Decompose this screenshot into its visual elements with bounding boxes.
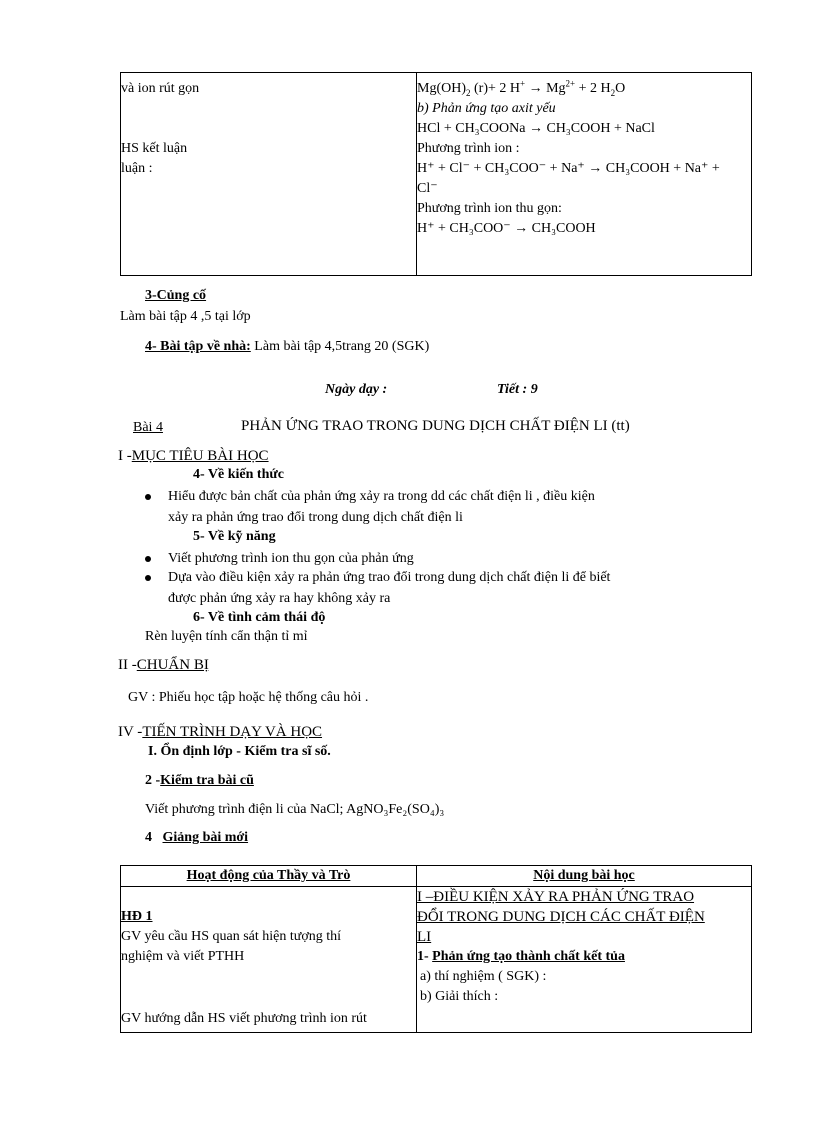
eq1-arrow: → [525,81,547,96]
kien-thuc-heading: 4- Về kiến thức [193,467,284,482]
muc-tieu-prefix: I - [118,448,132,464]
short-ion-label: Phương trình ion thu gọn: [417,201,562,216]
top-table [120,72,752,276]
kiem-tra-title: Kiểm tra bài cũ [160,773,254,788]
subsection-1-prefix: 1- [417,949,433,964]
tiet: Tiết : 9 [497,382,538,397]
top-table-left-cell [121,73,417,276]
left-line-4: HS kết luận [121,141,188,156]
eq1-sup2: 2+ [565,78,576,89]
header-content [417,866,752,887]
tien-trinh-heading [118,722,322,742]
eq1-part: Mg(OH) [417,81,466,96]
on-dinh: I. Ổn định lớp - Kiểm tra sĩ số. [148,744,331,759]
item-a: a) thí nghiệm ( SGK) : [420,969,547,984]
kiem-tra-text: Viết phương trình điện li của NaCl; AgNO₃Fe₂(SO₄)₃ [145,802,445,817]
subheading-weak-acid: b) Phản ứng tạo axit yếu [417,101,556,116]
eq1-sub2: 2 [610,87,616,98]
col-content: Nội dung bài học [533,868,635,883]
gv-line-1a: GV yêu cầu HS quan sát hiện tượng thí [121,929,342,944]
kiem-tra-line [145,771,254,791]
bullet-icon [145,575,151,581]
cung-co-title: 3-Củng cố [145,288,207,303]
left-line-3 [121,119,416,139]
left-line-5: luận : [121,161,153,176]
left-line-2 [121,99,416,119]
bullet-icon [145,556,151,562]
eq1-o: O [615,81,626,96]
short-ion-equation: H⁺ + CH₃COO⁻ → CH₃COOH [417,221,596,236]
activity-cell [121,887,417,1033]
lesson-label: Bài 4 [133,420,163,435]
bai-tap-title: 4- Bài tập về nhà: [145,339,251,354]
muc-tieu-title: MỤC TIÊU BÀI HỌC [131,448,269,464]
ky-nang-2b: được phản ứng xảy ra hay không xảy ra [168,591,391,606]
giang-prefix: 4 [145,830,163,845]
equation-hcl: HCl + CH₃COONa → CH₃COOH + NaCl [417,121,655,136]
ion-equation-cont: Cl⁻ [417,181,438,196]
bai-tap-line [145,337,429,357]
chuan-bi-title: CHUẨN BỊ [136,657,209,673]
content-cell [417,887,752,1033]
chuan-bi-heading [118,655,209,675]
chuan-bi-text: GV : Phiếu học tập hoặc hệ thống câu hỏi . [128,690,369,705]
bullet-icon [145,494,151,500]
bai-tap-text: Làm bài tập 4,5trang 20 (SGK) [250,339,430,354]
giang-title: Giảng bài mới [162,830,249,845]
tien-trinh-title: TIẾN TRÌNH DẠY VÀ HỌC [142,724,323,740]
ky-nang-heading: 5- Về kỹ năng [193,529,276,544]
cung-co-text: Làm bài tập 4 ,5 tại lớp [120,309,251,324]
col-activity: Hoạt động của Thầy và Trò [186,868,351,883]
hd1-label: HĐ 1 [121,909,153,924]
ion-equation: H⁺ + Cl⁻ + CH₃COO⁻ + Na⁺ → CH₃COOH + Na⁺ + [417,161,720,176]
left-line-1: và ion rút gọn [121,81,200,96]
subsection-1-title: Phản ứng tạo thành chất kết tủa [432,949,625,964]
section-title-a: I –ĐIỀU KIỆN XẢY RA PHẢN ỨNG TRAO [417,889,695,905]
lesson-table [120,865,752,1033]
subsection-1 [417,947,751,967]
header-activity [121,866,417,887]
top-table-right-cell [417,73,752,276]
kien-thuc-1a: Hiểu được bản chất của phản ứng xảy ra trong dd các chất điện li , điều kiện [168,489,595,504]
eq1-sub: 2 [466,87,471,98]
ngay-day: Ngày dạy : [325,382,388,397]
eq1-mg: Mg [546,81,566,96]
chuan-bi-prefix: II - [118,657,137,673]
eq1-mid: (r)+ 2 H [470,81,520,96]
thai-do-heading: 6- Về tình cảm thái độ [193,610,326,625]
muc-tieu-heading [118,446,269,466]
eq1-end: + 2 H [575,81,611,96]
tien-trinh-prefix: IV - [118,724,143,740]
item-b: b) Giải thích : [420,989,499,1004]
ion-equation-label: Phương trình ion : [417,141,520,156]
giang-line [145,828,248,848]
gv-line-1b: nghiệm và viết PTHH [121,949,245,964]
equation-mgoh2 [417,79,751,99]
section-title-c: LI [417,929,432,945]
kien-thuc-1b: xảy ra phản ứng trao đổi trong dung dịch chất điện li [168,510,463,525]
gv-line-2: GV hướng dẫn HS viết phương trình ion rút [121,1011,367,1026]
kiem-tra-prefix: 2 - [145,773,161,788]
thai-do-1: Rèn luyện tính cẩn thận tỉ mỉ [145,629,308,644]
lesson-title: PHẢN ỨNG TRAO TRONG DUNG DỊCH CHẤT ĐIỆN LI (tt) [241,418,630,434]
ky-nang-1: Viết phương trình ion thu gọn của phản ứng [168,551,414,566]
section-title-b: ĐỔI TRONG DUNG DỊCH CÁC CHẤT ĐIỆN [417,909,705,925]
eq1-sup: + [520,78,526,89]
ky-nang-2a: Dựa vào điều kiện xảy ra phản ứng trao đổi trong dung dịch chất điện li để biết [168,570,611,585]
